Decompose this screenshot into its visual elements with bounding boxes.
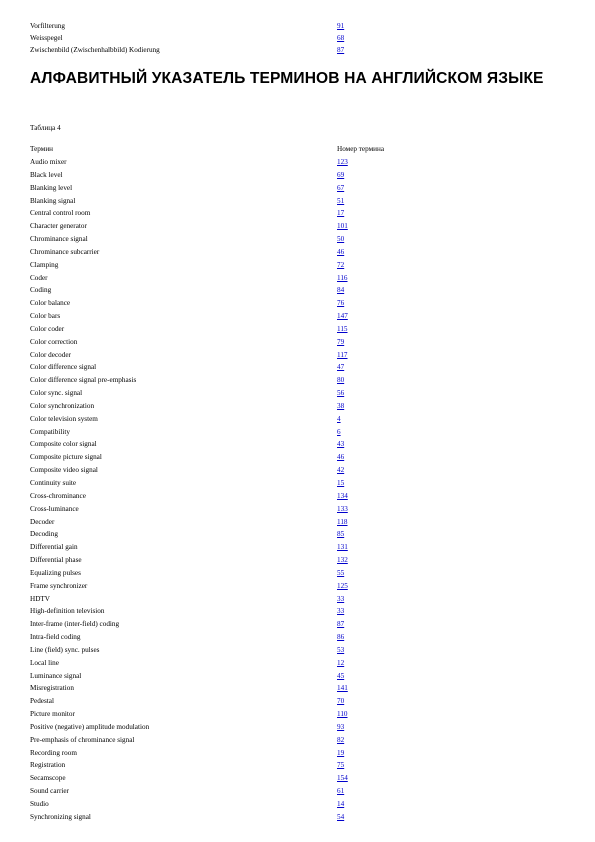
term-number-link[interactable]: 53 [337,645,345,654]
term-label: Picture monitor [30,710,75,719]
term-label: Color television system [30,414,98,423]
term-label: Recording room [30,748,77,757]
term-label: Misregistration [30,684,74,693]
term-number-link[interactable]: 6 [337,427,341,436]
table-row [30,259,370,271]
term-number-link[interactable]: 116 [337,273,348,282]
table-row [30,631,370,643]
term-number-link[interactable]: 76 [337,299,345,308]
table-row [30,734,370,746]
table-row [30,554,370,566]
term-number-link[interactable]: 110 [337,710,348,719]
term-label: Sound carrier [30,787,69,796]
table-row [30,297,370,309]
term-number-link[interactable]: 117 [337,350,348,359]
term-number-link[interactable]: 91 [337,22,345,30]
term-label: Chrominance signal [30,235,88,244]
term-number-link[interactable]: 15 [337,479,345,487]
table-row [30,426,370,438]
term-number-link[interactable]: 147 [337,312,348,321]
table-row [30,721,370,733]
term-label: Zwischenbild (Zwischenhalbbild) Kodierung [30,46,160,54]
table-row [30,182,370,194]
table-row [30,400,370,412]
term-number-link[interactable]: 46 [337,453,345,462]
term-number-link[interactable]: 115 [337,324,348,333]
table-row [30,657,370,669]
term-number-link[interactable]: 33 [337,607,345,616]
term-number-link[interactable]: 131 [337,543,348,552]
table-row [30,246,370,258]
term-number-link[interactable]: 85 [337,530,345,539]
term-label: Color bars [30,312,61,321]
term-label: Central control room [30,209,91,218]
term-label: Vorfilterung [30,22,65,30]
table-row [30,503,370,515]
term-label: Composite picture signal [30,453,102,462]
term-label: Chrominance subcarrier [30,247,100,256]
term-number-link[interactable]: 118 [337,517,348,526]
term-label: High-definition television [30,607,105,616]
term-number-link[interactable]: 87 [337,46,345,54]
term-label: Registration [30,761,66,770]
table-row [30,169,370,181]
term-number-link[interactable]: 14 [337,800,345,808]
table-row [30,541,370,553]
term-number-link[interactable]: 54 [337,812,345,821]
term-number-link[interactable]: 75 [337,761,345,770]
table-row [30,490,370,502]
term-number-link[interactable]: 61 [337,787,345,796]
term-label: Frame synchronizer [30,581,88,590]
term-label: Audio mixer [30,158,67,166]
term-label: Composite color signal [30,440,97,449]
term-number-link[interactable]: 67 [337,183,345,192]
term-label: Secamscope [30,774,66,783]
term-label: Blanking level [30,183,73,192]
term-label: Weisspegel [30,34,63,42]
column-header-term: Термин [30,145,54,153]
term-label: HDTV [30,594,50,603]
table-row [30,284,370,296]
table-row [30,516,370,528]
term-number-link[interactable]: 69 [337,170,345,179]
term-label: Composite video signal [30,466,98,475]
term-number-link[interactable]: 132 [337,556,348,565]
term-number-link[interactable]: 46 [337,247,345,256]
term-number-link[interactable]: 43 [337,440,345,449]
table-row [30,528,370,540]
term-label: Clamping [30,260,59,269]
table-row [30,349,370,361]
table-row [30,233,370,245]
table-row [30,670,370,682]
term-label: Color balance [30,299,71,308]
term-number-link[interactable]: 45 [337,671,345,680]
term-number-link[interactable]: 72 [337,260,345,269]
term-number-link[interactable]: 56 [337,389,345,398]
term-number-link[interactable]: 47 [337,363,345,372]
term-label: Color sync. signal [30,389,83,398]
table-row [30,413,370,425]
term-label: Differential gain [30,543,78,552]
term-number-link[interactable]: 4 [337,414,341,423]
table-row [30,580,370,592]
term-label: Color difference signal pre-emphasis [30,376,137,385]
term-label: Local line [30,658,59,667]
term-label: Black level [30,170,63,179]
table-row [30,207,370,219]
term-label: Pre-emphasis of chrominance signal [30,735,135,744]
term-number-link[interactable]: 55 [337,568,345,577]
table-row [30,464,370,476]
term-number-link[interactable]: 19 [337,748,345,757]
term-label: Compatibility [30,427,70,436]
term-number-link[interactable]: 50 [337,235,345,244]
term-label: Positive (negative) amplitude modulation [30,722,150,731]
table-caption: Таблица 4 [30,124,61,132]
term-label: Synchronizing signal [30,812,91,821]
term-label: Differential phase [30,556,82,565]
table-row [30,32,370,44]
term-number-link[interactable]: 79 [337,337,345,346]
table-row [30,644,370,656]
table-row [30,593,370,605]
table-row [30,387,370,399]
table-row [30,438,370,450]
term-number-link[interactable]: 68 [337,34,345,42]
table-row [30,220,370,232]
term-label: Line (field) sync. pulses [30,645,100,654]
table-header [30,143,385,155]
term-number-link[interactable]: 134 [337,491,348,500]
table-row [30,20,370,32]
table-row [30,336,370,348]
term-number-link[interactable]: 33 [337,594,345,603]
term-label: Decoding [30,530,58,539]
term-number-link[interactable]: 93 [337,722,345,731]
term-label: Inter-frame (inter-field) coding [30,620,120,629]
term-number-link[interactable]: 141 [337,684,348,693]
table-row [30,605,370,617]
page-title: АЛФАВИТНЫЙ УКАЗАТЕЛЬ ТЕРМИНОВ НА АНГЛИЙСКОМ ЯЗЫКЕ [30,70,544,87]
term-number-link[interactable]: 123 [337,158,348,166]
term-label: Studio [30,800,49,808]
column-header-number: Номер термина [337,145,385,153]
term-number-link[interactable]: 87 [337,620,345,629]
table-row [30,272,370,284]
table-row [30,477,370,489]
term-number-link[interactable]: 86 [337,633,345,642]
term-number-link[interactable]: 42 [337,466,345,475]
table-row [30,695,370,707]
table-row [30,323,370,335]
term-number-link[interactable]: 70 [337,697,345,706]
term-label: Cross-chrominance [30,491,86,500]
term-number-link[interactable]: 101 [337,222,348,231]
term-number-link[interactable]: 38 [337,401,345,410]
table-row [30,310,370,322]
term-label: Pedestal [30,697,54,706]
term-label: Color coder [30,324,65,333]
table-row [30,618,370,630]
term-label: Color decoder [30,350,71,359]
term-number-link[interactable]: 51 [337,196,345,205]
table-row [30,451,370,463]
table-row [30,361,370,373]
term-label: Equalizing pulses [30,568,81,577]
term-number-link[interactable]: 80 [337,376,345,385]
term-label: Decoder [30,517,55,526]
term-number-link[interactable]: 154 [337,774,348,783]
term-label: Blanking signal [30,196,76,205]
term-label: Cross-luminance [30,504,79,513]
term-label: Continuity suite [30,479,77,487]
term-label: Intra-field coding [30,633,81,642]
table-row [30,44,370,56]
table-row [30,708,370,720]
table-row [30,759,370,771]
term-label: Luminance signal [30,671,82,680]
table-row [30,798,370,810]
term-label: Color synchronization [30,401,95,410]
term-label: Coding [30,286,52,295]
term-label: Color correction [30,337,78,346]
table-row [30,682,370,694]
term-label: Character generator [30,222,87,231]
table-row [30,195,370,207]
table-row [30,156,370,168]
table-row [30,772,370,784]
table-row [30,811,370,823]
term-label: Coder [30,273,48,282]
table-row [30,567,370,579]
term-number-link[interactable]: 84 [337,286,345,295]
table-row [30,374,370,386]
table-row [30,747,370,759]
term-label: Color difference signal [30,363,97,372]
term-number-link[interactable]: 82 [337,735,345,744]
term-number-link[interactable]: 12 [337,658,345,667]
term-number-link[interactable]: 17 [337,209,345,218]
term-number-link[interactable]: 133 [337,504,348,513]
term-number-link[interactable]: 125 [337,581,348,590]
table-row [30,785,370,797]
